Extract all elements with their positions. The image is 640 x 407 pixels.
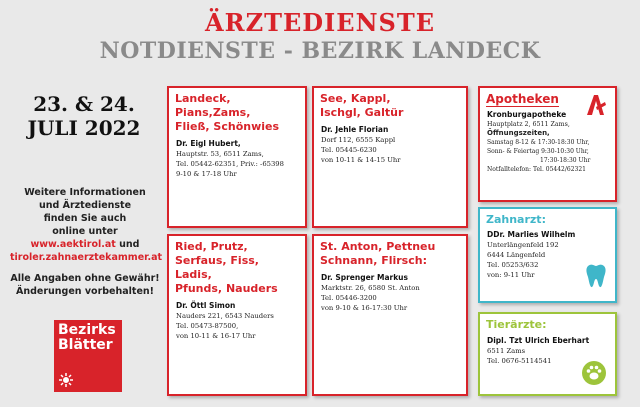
opening-hours-label: Öffnungszeiten, <box>487 129 550 137</box>
disclaimer-2: Änderungen vorbehalten! <box>15 286 155 297</box>
box-apotheken <box>478 86 617 202</box>
bezirksblaetter-logo: Bezirks Blätter <box>54 320 122 392</box>
box-see-heading: See, Kappl, Ischgl, Galtür <box>320 92 404 119</box>
phone: Tel. 05253/632 <box>487 261 539 269</box>
date-line-2: JULI 2022 <box>27 116 141 140</box>
tooth-icon <box>585 263 607 289</box>
address: Unterlängenfeld 192 <box>487 241 559 249</box>
hours: von 10-11 & 16-17 Uhr <box>176 332 256 340</box>
dentist-name: DDr. Marlies Wilhelm <box>487 230 576 239</box>
hours-sunday: Sonn- & Feiertag 9:30-10:30 Uhr, <box>487 148 589 155</box>
emergency-phone: Notfalltelefon: Tel. 05442/62321 <box>487 166 586 173</box>
hours: von: 9-11 Uhr <box>487 271 535 279</box>
page-title: ÄRZTEDIENSTE <box>205 8 435 37</box>
box-tierarzt <box>478 312 617 396</box>
info-line-1: Weitere Informationen <box>24 187 146 198</box>
phone: Tel. 05445-6230 <box>321 146 377 154</box>
box-ried <box>167 234 307 396</box>
sunburst-icon <box>59 373 73 387</box>
info-text <box>10 186 163 298</box>
box-landeck-heading: Landeck, Pians,Zams, Fließ, Schönwies <box>175 92 280 133</box>
disclaimer-1: Alle Angaben ohne Gewähr! <box>10 273 160 284</box>
link-zahnaerztekammer[interactable]: tiroler.zahnaerztekammer.at <box>10 252 163 263</box>
hours: von 10-11 & 14-15 Uhr <box>321 156 401 164</box>
date-line-1: 23. & 24. <box>33 92 135 116</box>
hours: 9-10 & 17-18 Uhr <box>176 170 237 178</box>
doctor-name: Dr. Eigl Hubert, <box>176 139 241 148</box>
hours-sunday-2: 17:30-18:30 Uhr <box>540 157 591 164</box>
doctor-name: Dr. Öttl Simon <box>176 301 236 310</box>
info-and: und <box>115 239 140 250</box>
box-apotheken-heading: Apotheken <box>486 92 559 106</box>
city: 6444 Längenfeld <box>487 251 546 259</box>
city: 6511 Zams <box>487 347 526 355</box>
doctor-name: Dr. Jehle Florian <box>321 125 389 134</box>
vet-name: Dipl. Tzt Ulrich Eberhart <box>487 336 590 345</box>
box-ried-heading: Ried, Prutz, Serfaus, Fiss, Ladis, Pfunds, Nauders <box>175 240 278 295</box>
phone: Tel. 05473-87500, <box>176 322 239 330</box>
box-st-anton <box>312 234 468 396</box>
address: Hauptstr. 53, 6511 Zams, <box>176 150 264 158</box>
doctor-name: Dr. Sprenger Markus <box>321 273 408 282</box>
box-landeck <box>167 86 307 228</box>
pharmacy-name: Kronburgapotheke <box>487 110 567 119</box>
hours: von 9-10 & 16-17:30 Uhr <box>321 304 408 312</box>
address: Marktstr. 26, 6580 St. Anton <box>321 284 420 292</box>
info-line-4: online unter <box>52 226 118 237</box>
info-line-2: und Ärztedienste <box>38 200 132 211</box>
info-line-3: finden Sie auch <box>43 213 127 224</box>
box-zahnarzt-heading: Zahnarzt: <box>486 213 546 226</box>
pharmacy-a-icon <box>583 93 607 117</box>
phone: Tel. 0676-5114541 <box>487 357 552 365</box>
phone: Tel. 05446-3200 <box>321 294 377 302</box>
phone: Tel. 05442-62351, Priv.: -65398 <box>176 160 284 168</box>
address: Nauders 221, 6543 Nauders <box>176 312 274 320</box>
box-see <box>312 86 468 228</box>
address: Dorf 112, 6555 Kappl <box>321 136 396 144</box>
page-subtitle: NOTDIENSTE - BEZIRK LANDECK <box>99 38 541 64</box>
link-aektirol[interactable]: www.aektirol.at <box>30 239 116 250</box>
paw-icon <box>581 360 607 386</box>
hours-saturday: Samstag 8-12 & 17:30-18:30 Uhr, <box>487 139 590 146</box>
box-st-anton-heading: St. Anton, Pettneu Schnann, Flirsch: <box>320 240 436 267</box>
address: Hauptplatz 2, 6511 Zams, <box>487 121 570 128</box>
box-tierarzt-heading: Tierärzte: <box>486 318 547 331</box>
box-zahnarzt <box>478 207 617 303</box>
